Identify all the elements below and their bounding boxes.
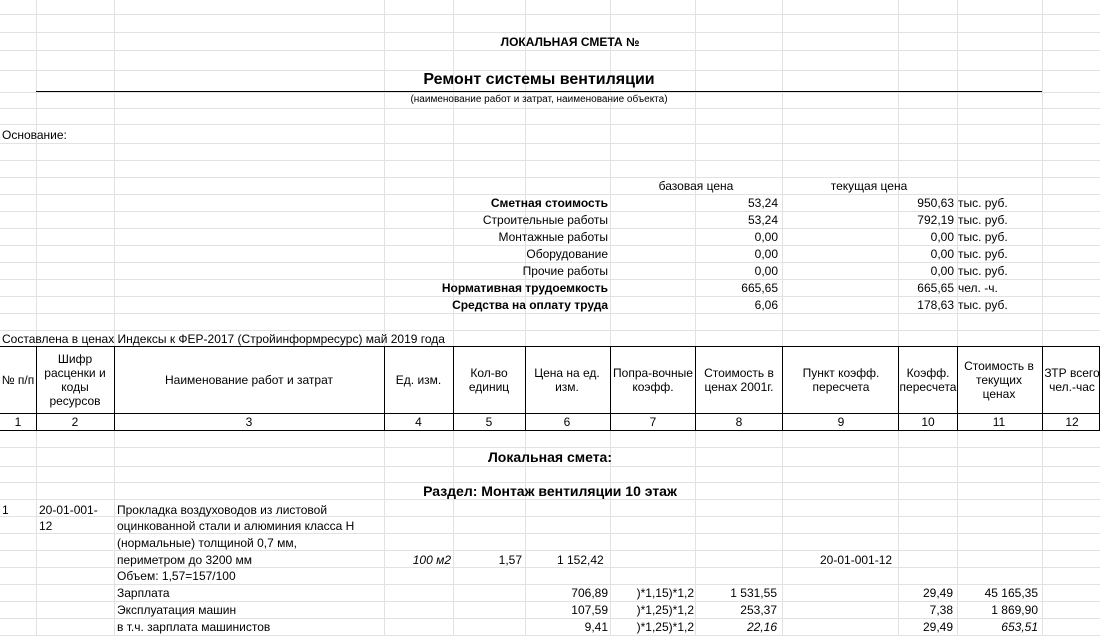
item-name-line: оцинкованной стали и алюминия класса Н (117, 519, 355, 533)
component-coef: )*1,15)*1,2 (636, 586, 694, 600)
column-number: 3 (245, 415, 253, 429)
summary-label: Средства на оплату труда (452, 298, 608, 312)
column-header-name: Наименование работ и затрат (164, 373, 333, 387)
component-cost-2001: 1 531,55 (730, 586, 777, 600)
item-number: 1 (2, 503, 9, 517)
column-header-correction-coef: Попра-вочные коэфф. (613, 366, 693, 394)
basis-label: Основание: (2, 128, 67, 142)
column-header-quantity: Кол-во единиц (468, 366, 510, 394)
item-code-line: 12 (39, 519, 53, 533)
column-number: 11 (992, 415, 1006, 429)
column-header-unit: Ед. изм. (395, 373, 442, 387)
summary-current: 0,00 (930, 230, 954, 244)
component-price: 9,41 (584, 620, 608, 634)
summary-unit: тыс. руб. (958, 213, 1008, 227)
item-unit: 100 м2 (412, 553, 451, 567)
item-unit-price: 1 152,42 (557, 553, 604, 567)
summary-current: 792,19 (917, 213, 954, 227)
summary-label: Прочие работы (522, 264, 608, 278)
item-code-line: 20-01-001- (39, 503, 98, 517)
current-price-header: текущая цена (830, 179, 908, 193)
compiled-note: Составлена в ценах Индексы к ФЕР-2017 (Стройинформресурс) май 2019 года (2, 332, 445, 346)
column-number: 10 (921, 415, 935, 429)
summary-base: 0,00 (754, 247, 778, 261)
component-name: в т.ч. зарплата машинистов (117, 620, 271, 634)
summary-current: 0,00 (930, 247, 954, 261)
column-header-code: Шифр расценки и коды ресурсов (44, 352, 106, 408)
item-name-line: периметром до 3200 мм (117, 553, 253, 567)
summary-base: 6,06 (754, 298, 778, 312)
component-recalc: 29,49 (922, 586, 953, 600)
component-cost-2001: 22,16 (746, 620, 777, 634)
column-header-recalc-coef: Коэфф. пересчета (899, 366, 957, 394)
column-number: 1 (14, 415, 22, 429)
component-coef: )*1,25)*1,2 (636, 620, 694, 634)
local-estimate-heading: Локальная смета: (487, 449, 613, 465)
component-recalc: 7,38 (929, 603, 953, 617)
summary-unit: чел. -ч. (958, 281, 998, 295)
component-price: 107,59 (571, 603, 608, 617)
item-name-line: (нормальные) толщиной 0,7 мм, (117, 536, 297, 550)
column-header-labor: ЗТР всего чел.-час (1044, 366, 1100, 394)
object-caption: (наименование работ и затрат, наименование объекта) (410, 94, 668, 105)
column-number: 9 (837, 415, 845, 429)
column-header-recalc-point: Пункт коэфф. пересчета (802, 366, 880, 394)
component-current: 653,51 (1001, 620, 1038, 634)
summary-unit: тыс. руб. (958, 196, 1008, 210)
summary-current: 950,63 (917, 196, 954, 210)
estimate-title: ЛОКАЛЬНАЯ СМЕТА № (500, 35, 640, 49)
summary-current: 178,63 (917, 298, 954, 312)
summary-unit: тыс. руб. (958, 298, 1008, 312)
column-header-unit-price: Цена на ед. изм. (534, 366, 600, 394)
object-name: Ремонт системы вентиляции (423, 71, 655, 88)
summary-label: Оборудование (526, 247, 608, 261)
column-number: 6 (563, 415, 571, 429)
component-price: 706,89 (571, 586, 608, 600)
component-name: Эксплуатация машин (117, 603, 237, 617)
base-price-header: базовая цена (658, 179, 734, 193)
summary-unit: тыс. руб. (958, 264, 1008, 278)
component-current: 1 869,90 (991, 603, 1038, 617)
item-recalc-point: 20-01-001-12 (820, 553, 893, 567)
summary-base: 53,24 (747, 213, 778, 227)
component-coef: )*1,25)*1,2 (636, 603, 694, 617)
column-number: 2 (71, 415, 79, 429)
summary-base: 0,00 (754, 264, 778, 278)
summary-unit: тыс. руб. (958, 230, 1008, 244)
summary-label: Нормативная трудоемкость (441, 281, 608, 295)
column-header-cost-2001: Стоимость в ценах 2001г. (704, 366, 774, 394)
summary-base: 53,24 (747, 196, 778, 210)
summary-label: Строительные работы (482, 213, 608, 227)
item-name-line: Прокладка воздуховодов из листовой (117, 503, 328, 517)
column-number: 7 (649, 415, 657, 429)
column-number: 4 (415, 415, 422, 429)
column-header-number: № п/п (1, 373, 35, 387)
item-quantity: 1,57 (498, 553, 522, 567)
summary-label: Монтажные работы (498, 230, 608, 244)
component-recalc: 29,49 (922, 620, 953, 634)
column-number: 12 (1065, 415, 1079, 429)
section-heading: Раздел: Монтаж вентиляции 10 этаж (423, 483, 677, 499)
column-number: 5 (485, 415, 493, 429)
summary-current: 665,65 (917, 281, 954, 295)
component-current: 45 165,35 (984, 586, 1038, 600)
summary-base: 0,00 (754, 230, 778, 244)
item-volume: Объем: 1,57=157/100 (117, 569, 236, 583)
component-cost-2001: 253,37 (740, 603, 777, 617)
summary-base: 665,65 (741, 281, 778, 295)
component-name: Зарплата (117, 586, 170, 600)
summary-label: Сметная стоимость (490, 196, 608, 210)
column-header-current-cost: Стоимость в текущих ценах (964, 359, 1034, 401)
column-number: 8 (735, 415, 743, 429)
summary-current: 0,00 (930, 264, 954, 278)
summary-unit: тыс. руб. (958, 247, 1008, 261)
